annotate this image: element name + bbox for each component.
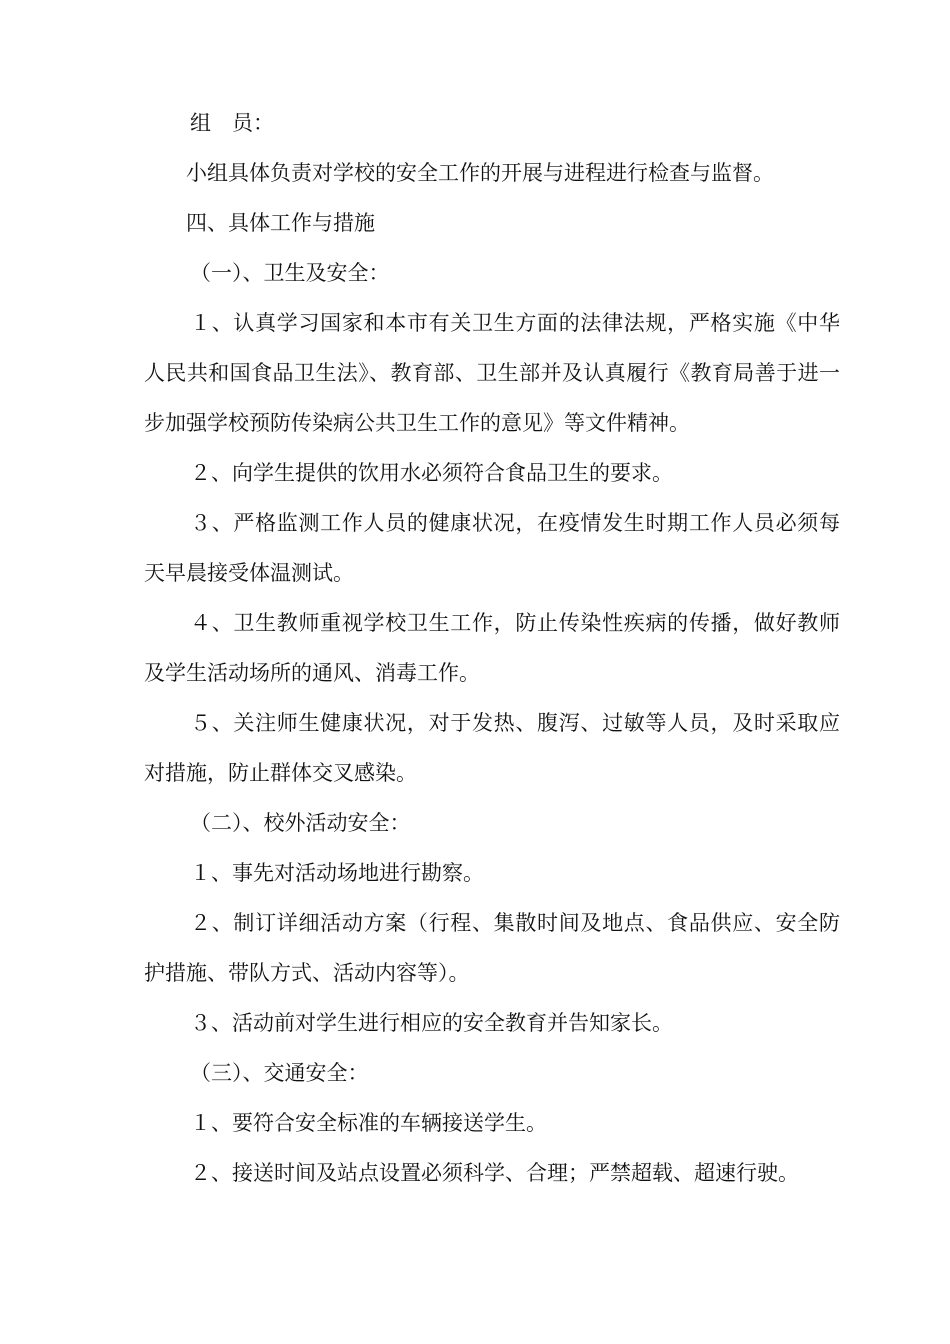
subsection-heading-hygiene: （一）、卫生及安全： (190, 261, 390, 285)
members-line: 组 员： (190, 111, 274, 135)
group-responsibility-paragraph: 小组具体负责对学校的安全工作的开展与进程进行检查与监督。 (186, 161, 774, 185)
subsection-heading-outdoor: （二）、校外活动安全： (190, 811, 411, 835)
hygiene-item-2: ２、向学生提供的饮用水必须符合食品卫生的要求。 (190, 461, 673, 485)
outdoor-item-3: ３、活动前对学生进行相应的安全教育并告知家长。 (190, 1011, 673, 1035)
section-heading-measures: 四、具体工作与措施 (186, 211, 375, 235)
traffic-item-2: ２、接送时间及站点设置必须科学、合理；严禁超载、超速行驶。 (190, 1161, 799, 1185)
traffic-item-1: １、要符合安全标准的车辆接送学生。 (190, 1111, 547, 1135)
outdoor-item-1: １、事先对活动场地进行勘察。 (190, 861, 484, 885)
document-body (144, 98, 840, 1198)
hygiene-item-3: ３、严格监测工作人员的健康状况，在疫情发生时期工作人员必须每天早晨接受体温测试。 (144, 511, 840, 585)
hygiene-item-1: １、认真学习国家和本市有关卫生方面的法律法规，严格实施《中华人民共和国食品卫生法》、教育部、卫生部并及认真履行《教育局善于进一步加强学校预防传染病公共卫生工作的意见》等文件精神。 (144, 311, 840, 435)
outdoor-item-2: ２、制订详细活动方案（行程、集散时间及地点、食品供应、安全防护措施、带队方式、活动内容等）。 (144, 911, 840, 985)
hygiene-item-5: ５、关注师生健康状况，对于发热、腹泻、过敏等人员，及时采取应对措施，防止群体交叉感染。 (144, 711, 840, 785)
subsection-heading-traffic: （三）、交通安全： (190, 1061, 369, 1085)
hygiene-item-4: ４、卫生教师重视学校卫生工作，防止传染性疾病的传播，做好教师及学生活动场所的通风、消毒工作。 (144, 611, 840, 685)
